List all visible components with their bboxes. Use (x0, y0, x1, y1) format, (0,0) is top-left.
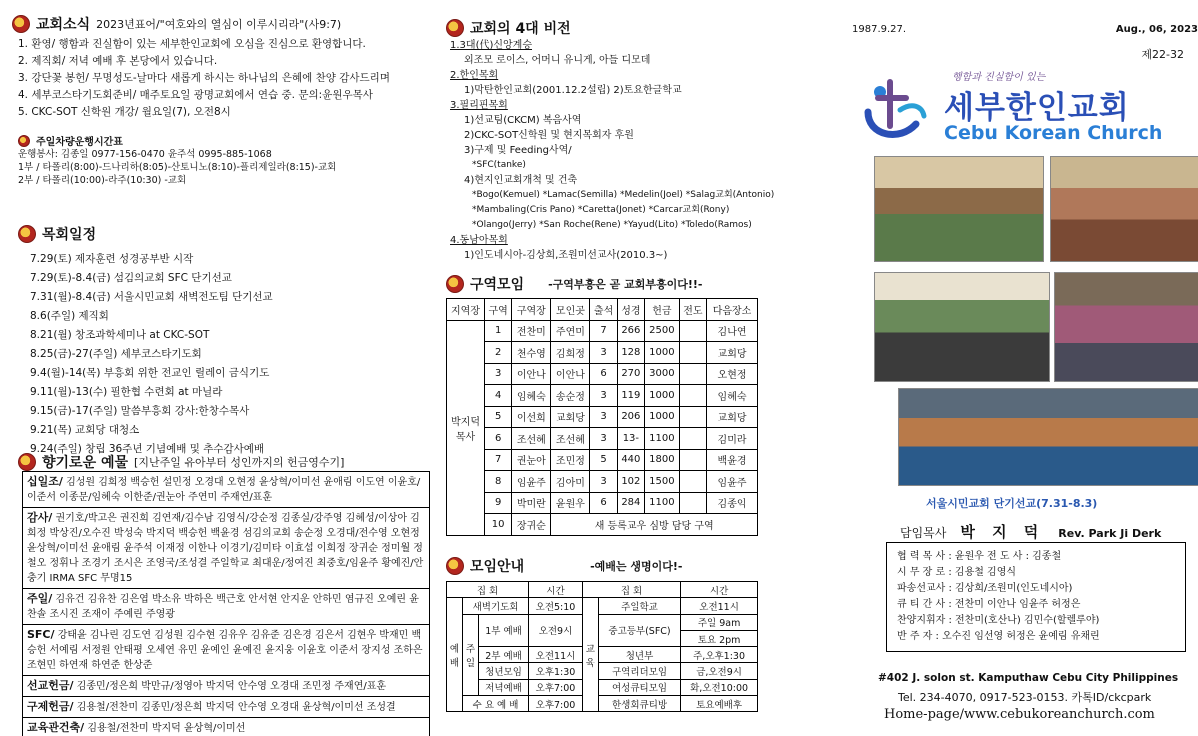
schedule-item: 7.29(토) 제자훈련 성경공부반 시작 (30, 253, 194, 265)
group-cell (679, 320, 706, 342)
news-item: 5. CKC-SOT 신학원 개강/ 월요일(7), 오전8시 (18, 106, 231, 118)
group-row (447, 320, 758, 342)
schedule-item: 8.6(주일) 제직회 (30, 310, 109, 322)
meetings-table (446, 581, 758, 712)
group-cell (679, 428, 706, 450)
group-cell: 이안나 (551, 363, 590, 385)
offering-header (18, 452, 430, 472)
group-cell: 13- (617, 428, 644, 450)
group-cell: 조선혜 (551, 428, 590, 450)
offering-names: 김용철/전찬미 박지덕 윤상혁/이미선 (87, 723, 246, 734)
group-cell: 장귀순 (512, 514, 551, 536)
church-name-english: Cebu Korean Church (944, 122, 1163, 144)
meeting-name: 저녁예배 (479, 679, 529, 695)
offering-row (23, 718, 429, 736)
group-cell: 전찬미 (512, 320, 551, 342)
photo-performance (1054, 272, 1198, 382)
group-cell: 박미란 (512, 492, 551, 514)
meeting-name: 중고등부(SFC) (598, 614, 680, 647)
flower-bullet-icon (18, 453, 36, 471)
group-cell (679, 492, 706, 514)
vision-line: 4.동남아목회 (450, 235, 508, 246)
schedule-item: 8.21(월) 창조과학세미나 at CKC-SOT (30, 329, 210, 341)
group-cell: 3 (590, 342, 617, 364)
group-cell: 권눈아 (512, 449, 551, 471)
pastor-name-english: Rev. Park Ji Derk (1058, 527, 1162, 540)
group-cell: 1500 (645, 471, 680, 493)
offering-row (23, 697, 429, 718)
offering-category: 교육관건축/ (27, 721, 85, 734)
flower-bullet-icon (446, 19, 464, 37)
church-address: #402 J. solon st. Kamputhaw Cebu City Philippines (878, 672, 1179, 684)
group-cell: 교회당 (707, 342, 758, 364)
group-row (447, 492, 758, 514)
flower-bullet-icon (446, 557, 464, 575)
group-cell: 1000 (645, 406, 680, 428)
group-row (447, 342, 758, 364)
shuttle-line: 1부 / 타폴리(8:00)-드나리하(8:05)-산토니노(8:10)-플리제일라(8:15)-교회 (18, 162, 337, 173)
staff-line: 큐 티 간 사 : 전찬미 이안나 임윤주 허정은 (897, 599, 1081, 610)
district-leader: 박지덕 목사 (447, 320, 485, 535)
group-row (447, 406, 758, 428)
meeting-time: 오전5:10 (529, 598, 583, 614)
church-news-title: 교회소식 (36, 17, 91, 33)
vision-line: 1)인도네시아-김상희,조원미선교사(2010.3~) (464, 250, 668, 261)
group-row (447, 385, 758, 407)
news-item: 1. 환영/ 행함과 진실함이 있는 세부한인교회에 오심을 진심으로 환영합니다. (18, 38, 366, 50)
group-cell: 128 (617, 342, 644, 364)
schedule-item: 9.24(주일) 창립 36주년 기념예배 및 추수감사예배 (30, 443, 265, 455)
meeting-name: 한생회큐티방 (598, 696, 680, 712)
meeting-time: 오후1:30 (529, 663, 583, 679)
group-cell: 1800 (645, 449, 680, 471)
flower-bullet-icon (12, 15, 30, 33)
meetings-row (447, 679, 758, 695)
group-cell: 3 (485, 363, 512, 385)
meeting-name: 2부 예배 (479, 647, 529, 663)
schedule-item: 9.11(월)-13(수) 필한협 수련회 at 마닐라 (30, 386, 223, 398)
group-cell: 266 (617, 320, 644, 342)
group-header-cell: 출석 (590, 299, 617, 321)
shuttle-header (18, 133, 428, 148)
vision-line: 1)선교팀(CKCM) 복음사역 (464, 115, 582, 126)
group-cell: 임혜숙 (707, 385, 758, 407)
photo-mission-event (898, 388, 1198, 486)
group-cell: 교회당 (551, 406, 590, 428)
staff-line: 반 주 자 : 오수진 임선영 허정은 윤예림 유채린 (897, 631, 1100, 642)
flower-bullet-icon (18, 135, 30, 147)
group-cell: 7 (590, 320, 617, 342)
group-cell: 임윤주 (512, 471, 551, 493)
news-item: 3. 강단꽃 봉헌/ 무명성도-날마다 새롭게 하시는 하나님의 은혜에 찬양 감사드리며 (18, 72, 390, 84)
vision-line: *SFC(tanke) (472, 160, 526, 170)
group-header-cell: 지역장 (447, 299, 485, 321)
offering-row (23, 625, 429, 676)
groups-title: 구역모임 (470, 277, 525, 293)
group-cell: 1100 (645, 428, 680, 450)
meeting-time: 오후7:00 (529, 679, 583, 695)
schedule-item: 9.21(목) 교회당 대청소 (30, 424, 140, 436)
offering-names: 권기호/박고은 권진희 김연재/김수남 김영식/강순정 김종실/강주영 김혜성/이상아 김희정 박상진/오수진 박성숙 박지덕 백승헌 백윤경 섬김의교회 송순정 오경대/전수영 오현정 윤상혁/이미선 윤애림 윤주석 이재정 이한나 이경기/김미타 이효섭 이희정 장귀순 정미월 정철오 정휘나 조경기 조시은 조영국/조성결 주일학교 최대운/정여진 최중호/임윤주 황예진/안충기 IRMA SFC 무명15 (27, 513, 424, 584)
meetings-row (447, 598, 758, 614)
meeting-name: 여성큐티모임 (598, 679, 680, 695)
group-cell (679, 406, 706, 428)
right-column (840, 0, 1198, 736)
offering-category: SFC/ (27, 628, 55, 641)
offering-names: 김유건 김유찬 김은엽 박소유 박하은 백근호 안서현 안지운 안하민 염규진 오예린 윤찬솔 조시진 조재이 주예린 주영광 (27, 594, 419, 620)
group-cell: 440 (617, 449, 644, 471)
groups-subtitle: -구역부흥은 곧 교회부흥이다!!- (548, 278, 703, 291)
pastoral-schedule-section (18, 224, 418, 459)
schedule-item: 7.29(토)-8.4(금) 섬김의교회 SFC 단기선교 (30, 272, 232, 284)
meeting-name: 1부 예배 (479, 614, 529, 647)
group-cell (679, 449, 706, 471)
church-motto: 행함과 진실함이 있는 (952, 72, 1046, 83)
offering-names: 김성원 김희정 백승헌 설민정 오경대 오현정 윤상혁/이미선 윤애림 이도연 이윤호/이준서 이종문/임혜숙 이한준/권눈아 주연미 주재연/표훈 (27, 477, 421, 503)
group-cell: 송순정 (551, 385, 590, 407)
offering-category: 감사/ (27, 511, 53, 524)
meetings-sub-sunday: 주일 (463, 614, 479, 695)
offering-names: 김용철/전찬미 김종민/정은희 박지덕 안수영 오경대 윤상혁/이미선 조성결 (76, 702, 396, 713)
pastor-label: 담임목사 (900, 526, 947, 540)
group-cell: 4 (485, 385, 512, 407)
schedule-list (30, 250, 418, 459)
group-header-cell: 모인곳 (551, 299, 590, 321)
meetings-row (447, 647, 758, 663)
meetings-header-cell: 시간 (681, 582, 758, 598)
offering-title: 향기로운 예물 (42, 455, 129, 471)
offering-section (18, 452, 430, 472)
group-cell: 3000 (645, 363, 680, 385)
schedule-item: 8.25(금)-27(주일) 세부코스타기도회 (30, 348, 202, 360)
meetings-header (446, 556, 682, 576)
vision-line: 1.3대(代)신앙계승 (450, 40, 533, 51)
group-cell: 5 (590, 449, 617, 471)
offering-row (23, 472, 429, 508)
offering-subtitle: [지난주일 유아부터 성인까지의 헌금영수기] (134, 456, 345, 469)
vision-header (446, 18, 571, 38)
group-cell: 102 (617, 471, 644, 493)
meetings-header-row (447, 582, 758, 598)
meeting-time: 오전9시 (529, 614, 583, 647)
church-news-header (12, 14, 432, 34)
church-name-korean: 세부한인교회 (944, 90, 1130, 126)
meetings-subtitle: -예배는 생명이다!- (590, 560, 683, 573)
group-cell: 3 (590, 471, 617, 493)
group-cell: 김미라 (707, 428, 758, 450)
group-cell: 김종익 (707, 492, 758, 514)
group-cell: 김아미 (551, 471, 590, 493)
meeting-name: 청년부 (598, 647, 680, 663)
group-cell (679, 363, 706, 385)
vision-line: *Olango(Jerry) *San Roche(Rene) *Yayud(Lito) *Toledo(Ramos) (472, 220, 752, 230)
group-header-cell: 구역장 (512, 299, 551, 321)
vision-line: 외조모 로이스, 어머니 유니게, 아들 디모데 (464, 55, 651, 66)
photo-caption: 서울시민교회 단기선교(7.31-8.3) (926, 497, 1098, 510)
photo-choir-small (874, 156, 1044, 262)
meetings-row (447, 614, 758, 630)
group-row-new-members (447, 514, 758, 536)
date-line (852, 24, 1198, 35)
group-cell: 1 (485, 320, 512, 342)
group-table (446, 298, 758, 536)
vision-line: 1)막탄한인교회(2001.12.2설립) 2)토요한글학교 (464, 85, 682, 96)
photo-choir-group (1050, 156, 1198, 262)
offering-row (23, 589, 429, 625)
group-cell: 7 (485, 449, 512, 471)
meeting-name: 주일학교 (598, 598, 680, 614)
group-cell: 9 (485, 492, 512, 514)
church-news-section (12, 14, 432, 121)
group-cell: 5 (485, 406, 512, 428)
group-cell: 김나연 (707, 320, 758, 342)
group-cell: 2500 (645, 320, 680, 342)
meetings-header-cell: 집 회 (447, 582, 529, 598)
church-logo (860, 68, 1190, 148)
news-item: 4. 세부코스타기도회준비/ 매주토요일 광명교회에서 연습 중. 문의:윤원우목사 (18, 89, 373, 101)
group-cell: 이선희 (512, 406, 551, 428)
meeting-time: 주,오후1:30 (681, 647, 758, 663)
schedule-item: 9.4(월)-14(목) 부흥회 위한 전교인 릴레이 금식기도 (30, 367, 270, 379)
shuttle-line: 2부 / 타폴리(10:00)-라주(10:30) -교회 (18, 175, 187, 186)
group-cell: 임혜숙 (512, 385, 551, 407)
group-cell: 조선혜 (512, 428, 551, 450)
group-row (447, 428, 758, 450)
flower-bullet-icon (18, 225, 36, 243)
group-header-cell: 전도 (679, 299, 706, 321)
group-cell: 주연미 (551, 320, 590, 342)
flower-bullet-icon (446, 275, 464, 293)
group-header-cell: 다음장소 (707, 299, 758, 321)
vision-line: *Bogo(Kemuel) *Lamac(Semilla) *Medelin(Joel) *Salag교회(Antonio) (472, 190, 775, 200)
group-header-cell: 성경 (617, 299, 644, 321)
group-row (447, 363, 758, 385)
senior-pastor (900, 521, 1161, 542)
pastor-name: 박 지 덕 (960, 523, 1045, 541)
group-cell: 6 (590, 492, 617, 514)
church-phone: Tel. 234-4070, 0917-523-0153. 카톡ID/ckcpark (898, 691, 1152, 704)
meetings-title: 모임안내 (470, 559, 525, 575)
group-cell: 조민정 (551, 449, 590, 471)
meetings-header-cell: 집 회 (582, 582, 680, 598)
meetings-header-cell: 시간 (529, 582, 583, 598)
group-cell: 6 (485, 428, 512, 450)
meeting-time: 오전11시 (681, 598, 758, 614)
offering-box (22, 471, 430, 736)
group-cell: 3 (590, 385, 617, 407)
group-row (447, 471, 758, 493)
group-cell: 백윤경 (707, 449, 758, 471)
photo-worship-service (874, 272, 1050, 382)
meetings-row (447, 663, 758, 679)
meeting-time: 오후7:00 (529, 696, 583, 712)
left-column (0, 0, 430, 736)
group-cell: 284 (617, 492, 644, 514)
church-logo-icon (860, 76, 932, 146)
middle-column (440, 0, 775, 736)
group-cell: 1100 (645, 492, 680, 514)
offering-row (23, 676, 429, 697)
meeting-name: 청년모임 (479, 663, 529, 679)
group-cell: 2 (485, 342, 512, 364)
group-row (447, 449, 758, 471)
group-header-row (447, 299, 758, 321)
group-cell: 윤원우 (551, 492, 590, 514)
offering-category: 십일조/ (27, 475, 63, 488)
vision-list (450, 38, 775, 263)
meeting-time: 화,오전10:00 (681, 679, 758, 695)
group-cell (679, 471, 706, 493)
meetings-group-education: 교육 (582, 598, 598, 712)
group-cell: 8 (485, 471, 512, 493)
offering-category: 주일/ (27, 592, 53, 605)
issue-number: 제22-32 (1141, 48, 1184, 61)
vision-line: *Mambaling(Cris Pano) *Caretta(Jonet) *Carcar교회(Rony) (472, 205, 730, 215)
group-cell (679, 342, 706, 364)
groups-header (446, 274, 702, 294)
staff-line: 파송선교사 : 김상희/조원미(인도네시아) (897, 583, 1073, 594)
group-cell: 오현정 (707, 363, 758, 385)
group-cell: 교회당 (707, 406, 758, 428)
shuttle-schedule (18, 133, 428, 187)
offering-names: 김종민/정은희 박만규/정영아 박지덕 안수영 오경대 조민정 주재연/표훈 (76, 681, 387, 692)
vision-line: 3.필리핀목회 (450, 100, 508, 111)
offering-category: 구제헌금/ (27, 700, 74, 713)
staff-box (886, 542, 1186, 652)
vision-line: 2.한인목회 (450, 70, 499, 81)
news-item: 2. 제직회/ 저녁 예배 후 본당에서 있습니다. (18, 55, 218, 67)
group-cell: 3 (590, 428, 617, 450)
meeting-name: 새벽기도회 (463, 598, 529, 614)
group-cell: 10 (485, 514, 512, 536)
schedule-item: 7.31(월)-8.4(금) 서울시민교회 새벽전도팀 단기선교 (30, 291, 273, 303)
vision-line: 4)현지인교회개척 및 건축 (464, 175, 578, 186)
group-header-cell: 구역 (485, 299, 512, 321)
vision-line: 2)CKC-SOT신학원 및 현지목회자 후원 (464, 130, 634, 141)
offering-names: 강태윤 김나린 김도연 김성원 김수현 김유우 김유준 김은경 김은서 김현우 박재민 백승헌 서예림 서정원 안태평 오세연 유민 윤예인 윤예진 윤지웅 이윤호 이준서 장지성 조하은 조현민 하연재 하연준 한상준 (27, 630, 423, 671)
group-cell: 김희정 (551, 342, 590, 364)
shuttle-lines (18, 148, 428, 187)
meetings-group-worship: 예배 (447, 598, 463, 712)
group-cell: 6 (590, 363, 617, 385)
church-homepage[interactable]: Home-page/www.cebukoreanchurch.com (884, 707, 1155, 722)
meeting-time: 토요예배후 (681, 696, 758, 712)
group-cell: 119 (617, 385, 644, 407)
group-cell: 천수영 (512, 342, 551, 364)
group-cell: 206 (617, 406, 644, 428)
group-cell (679, 385, 706, 407)
shuttle-title: 주일차량운행시간표 (36, 137, 123, 148)
vision-line: 3)구제 및 Feeding사역/ (464, 145, 572, 156)
meeting-name: 수 요 예 배 (463, 696, 529, 712)
group-cell: 270 (617, 363, 644, 385)
schedule-item: 9.15(금)-17(주일) 말씀부흥회 강사:한창수목사 (30, 405, 250, 417)
group-note: 새 등록교우 심방 담당 구역 (551, 514, 758, 536)
meeting-time: 주일 9am (681, 614, 758, 630)
group-cell: 1000 (645, 342, 680, 364)
pastoral-schedule-header (18, 224, 418, 244)
staff-line: 찬양지휘자 : 전찬미(호산나) 김민수(할렐루야) (897, 615, 1100, 626)
year-motto: 2023년표어/"여호와의 열심이 이루시리라"(사9:7) (96, 18, 342, 31)
group-cell: 임윤주 (707, 471, 758, 493)
staff-line: 협 력 목 사 : 윤원우 전 도 사 : 김종철 (897, 551, 1062, 562)
staff-line: 시 무 장 로 : 김용철 김영식 (897, 567, 1017, 578)
group-cell: 이안나 (512, 363, 551, 385)
news-list (18, 36, 432, 121)
meeting-name: 구역리더모임 (598, 663, 680, 679)
meetings-row (447, 696, 758, 712)
offering-row (23, 508, 429, 589)
pastoral-schedule-title: 목회일정 (42, 227, 97, 243)
group-cell: 3 (590, 406, 617, 428)
offering-category: 선교헌금/ (27, 679, 74, 692)
meeting-time: 금,오전9시 (681, 663, 758, 679)
shuttle-line: 운행봉사: 김종일 0977-156-0470 윤주석 0995-885-1068 (18, 149, 272, 160)
group-cell: 1000 (645, 385, 680, 407)
meeting-time: 오전11시 (529, 647, 583, 663)
group-header-cell: 헌금 (645, 299, 680, 321)
founded-date: 1987.9.27. (852, 24, 907, 35)
bulletin-date: Aug., 06, 2023 (1115, 24, 1198, 35)
vision-title: 교회의 4대 비전 (470, 21, 571, 37)
meeting-time: 토요 2pm (681, 630, 758, 646)
